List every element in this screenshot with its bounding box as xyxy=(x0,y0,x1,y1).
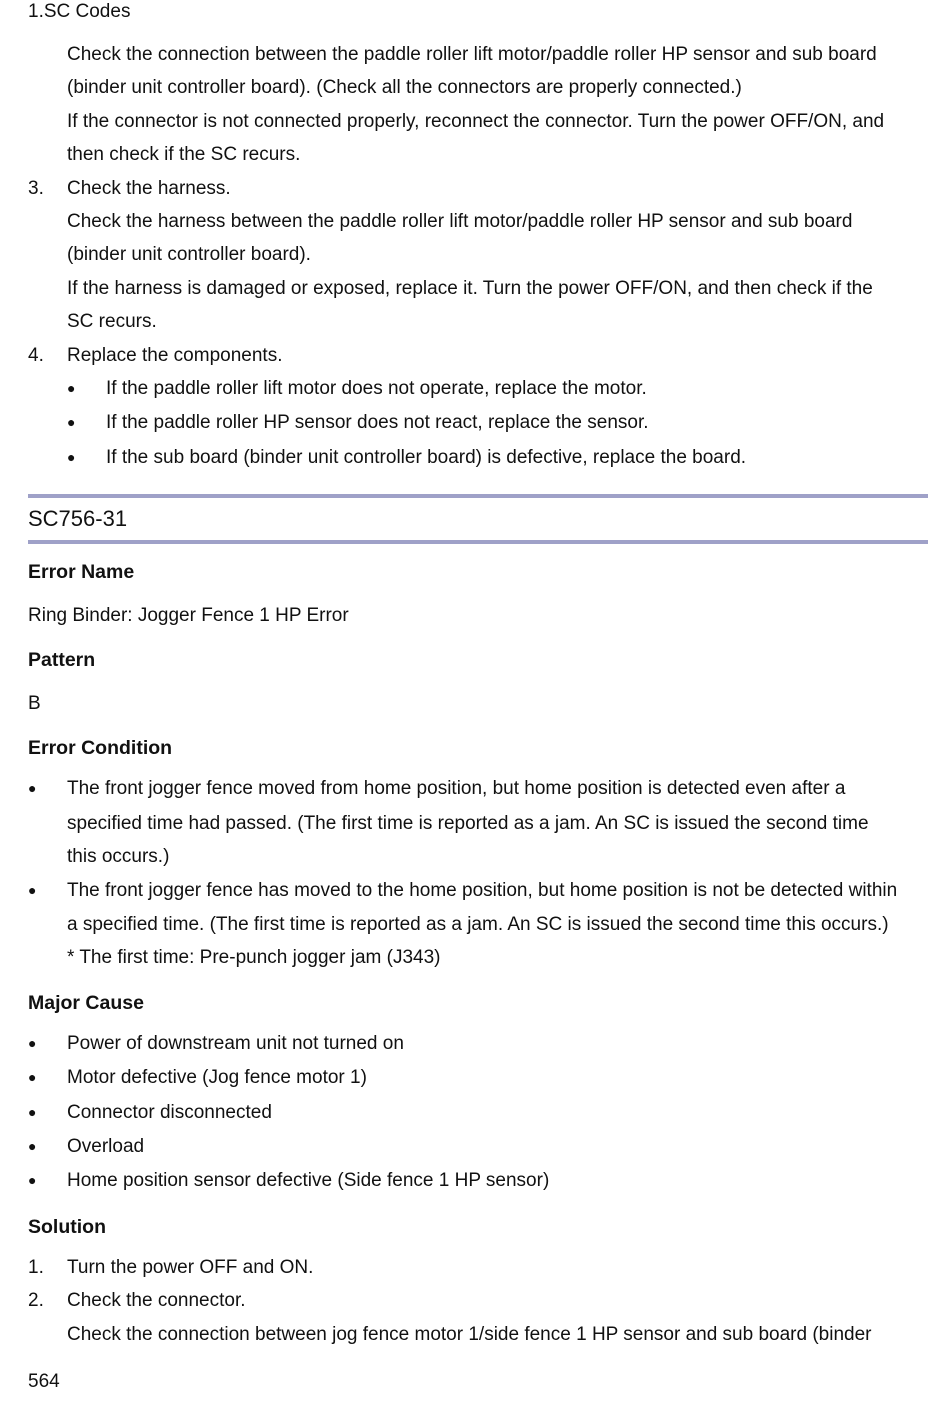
error-name-value: Ring Binder: Jogger Fence 1 HP Error xyxy=(28,605,349,627)
step-title: Check the harness. xyxy=(67,177,231,199)
list-item-continuation: specified time had passed. (The first time is reported as a jam. An SC is issued the second time xyxy=(67,812,869,834)
list-item-text: If the paddle roller HP sensor does not react, replace the sensor. xyxy=(106,412,649,434)
list-item-continuation: * The first time: Pre-punch jogger jam (J343) xyxy=(67,947,441,969)
list-item-text: Overload xyxy=(67,1135,145,1157)
bullet-dot-icon: ● xyxy=(28,780,37,797)
intro-text-line: If the harness is damaged or exposed, replace it. Turn the power OFF/ON, and then check if the xyxy=(67,277,873,299)
list-item-text: The front jogger fence moved from home position, but home position is detected even after a xyxy=(67,778,846,800)
solution-heading: Solution xyxy=(28,1215,106,1238)
list-item-text: Home position sensor defective (Side fence 1 HP sensor) xyxy=(67,1170,550,1192)
list-item-continuation: a specified time. (The first time is reported as a jam. An SC is issued the second time this occurs.) xyxy=(67,913,889,935)
list-item xyxy=(28,372,928,406)
step-3 xyxy=(28,172,928,205)
error-condition-heading: Error Condition xyxy=(28,737,173,760)
intro-text-line: Check the harness between the paddle roller lift motor/paddle roller HP sensor and sub board xyxy=(67,211,853,233)
list-item xyxy=(28,874,928,908)
intro-text-line: Check the connection between the paddle roller lift motor/paddle roller HP sensor and sub board xyxy=(67,44,877,65)
step-number: 1. xyxy=(28,1256,44,1278)
list-item xyxy=(28,406,928,440)
step-number: 2. xyxy=(28,1290,44,1312)
list-item-text: Power of downstream unit not turned on xyxy=(67,1032,404,1054)
bullet-dot-icon: ● xyxy=(28,1103,37,1120)
bullet-dot-icon: ● xyxy=(28,1034,37,1051)
major-cause-heading: Major Cause xyxy=(28,991,144,1014)
page-number: 564 xyxy=(28,1371,60,1392)
list-item-text: If the paddle roller lift motor does not operate, replace the motor. xyxy=(106,378,647,400)
list-item xyxy=(28,1130,928,1164)
section-title: SC756-31 xyxy=(28,506,128,532)
step-number: 3. xyxy=(28,177,44,199)
bullet-dot-icon: ● xyxy=(67,380,76,397)
step-number: 4. xyxy=(28,344,44,366)
intro-text-line: SC recurs. xyxy=(67,311,157,333)
step-1 xyxy=(28,1251,928,1284)
step-title: Turn the power OFF and ON. xyxy=(67,1256,314,1278)
bullet-dot-icon: ● xyxy=(28,1137,37,1154)
list-item-text: Connector disconnected xyxy=(67,1101,272,1123)
error-name-heading: Error Name xyxy=(28,561,135,584)
list-item-text: Motor defective (Jog fence motor 1) xyxy=(67,1067,367,1089)
pattern-value: B xyxy=(28,693,41,715)
intro-text-line: (binder unit controller board). xyxy=(67,244,311,266)
list-item xyxy=(28,1061,928,1095)
step-4 xyxy=(28,339,928,372)
section-header-bar xyxy=(28,494,928,544)
bullet-dot-icon: ● xyxy=(28,881,37,898)
step-text-line: Check the connection between jog fence motor 1/side fence 1 HP sensor and sub board (binder xyxy=(67,1323,872,1345)
step-title: Check the connector. xyxy=(67,1290,246,1312)
list-item xyxy=(28,1164,928,1198)
intro-text-line: If the connector is not connected properly, reconnect the connector. Turn the power OFF/ON, and xyxy=(67,110,885,132)
list-item-continuation: this occurs.) xyxy=(67,846,170,868)
list-item-text: If the sub board (binder unit controller board) is defective, replace the board. xyxy=(106,446,747,468)
bullet-dot-icon: ● xyxy=(67,448,76,465)
bullet-dot-icon: ● xyxy=(28,1069,37,1086)
bullet-dot-icon: ● xyxy=(28,1172,37,1189)
running-header: 1.SC Codes xyxy=(28,1,131,22)
page-body xyxy=(28,38,928,1351)
list-item xyxy=(28,772,928,806)
bullet-dot-icon: ● xyxy=(67,414,76,431)
pattern-heading: Pattern xyxy=(28,649,96,672)
list-item xyxy=(28,1096,928,1130)
step-2 xyxy=(28,1284,928,1317)
step-title: Replace the components. xyxy=(67,344,283,366)
list-item xyxy=(28,441,928,475)
intro-text-line: then check if the SC recurs. xyxy=(67,144,301,166)
list-item-text: The front jogger fence has moved to the home position, but home position is not be detected within xyxy=(67,879,898,901)
list-item xyxy=(28,1027,928,1061)
intro-text-line: (binder unit controller board). (Check all the connectors are properly connected.) xyxy=(67,77,742,99)
